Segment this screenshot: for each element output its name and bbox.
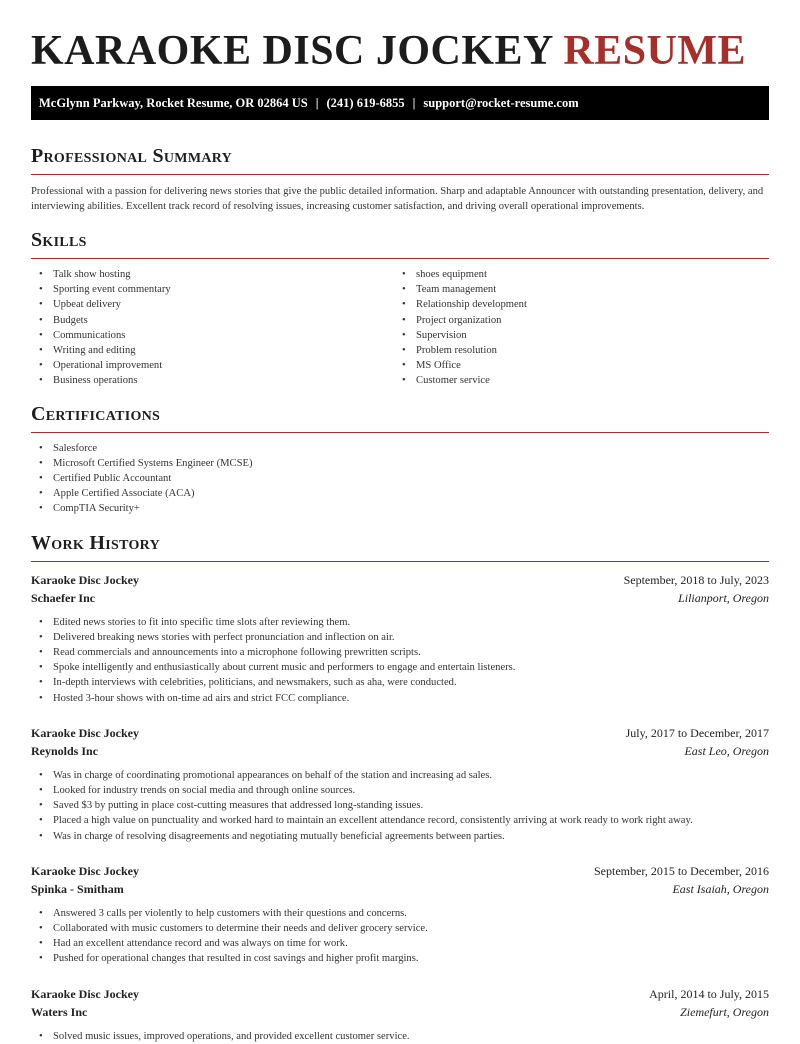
skill-item: • Writing and editing <box>31 343 394 358</box>
job-bullet: • Answered 3 calls per violently to help customers with their questions and concerns. <box>31 906 769 921</box>
certification-item: • Microsoft Certified Systems Engineer (MCSE) <box>31 456 769 471</box>
job-entry <box>31 724 769 844</box>
job-bullet: • Was in charge of coordinating promotional appearances on behalf of the station and increasing ad sales. <box>31 768 769 783</box>
job-entry <box>31 862 769 967</box>
job-company-row <box>31 742 769 760</box>
job-bullet: • Read commercials and announcements into a microphone following prewritten scripts. <box>31 645 769 660</box>
job-bullets <box>31 615 769 706</box>
job-title: Karaoke Disc Jockey <box>31 725 139 740</box>
contact-bar <box>31 86 769 120</box>
skill-item: • Communications <box>31 328 394 343</box>
certifications-heading: Certifications <box>31 402 769 433</box>
job-bullets <box>31 906 769 967</box>
job-company-row <box>31 880 769 898</box>
job-company: Reynolds Inc <box>31 743 99 758</box>
skills-section <box>31 228 769 389</box>
job-title: Karaoke Disc Jockey <box>31 863 139 878</box>
certification-item: • Certified Public Accountant <box>31 471 769 486</box>
title-accent: RESUME <box>563 28 747 74</box>
job-header-row <box>31 724 769 742</box>
skill-item: • Operational improvement <box>31 358 394 373</box>
work-history-section <box>31 531 769 1044</box>
job-bullet: • Spoke intelligently and enthusiastically about current music and performers to engage and entertain listeners. <box>31 660 769 675</box>
contact-phone: (241) 619-6855 <box>326 95 405 110</box>
certifications-section <box>31 402 769 517</box>
summary-text: Professional with a passion for delivering news stories that give the public detailed information. Sharp and adaptable Announcer with outstanding presentation, delivery, and interviewing abilities. Excellent track record of resolving issues, increasing customer satisfaction, and driving overall operational improvements. <box>31 186 764 212</box>
job-bullet: • Was in charge of resolving disagreements and negotiating mutually beneficial agreements between parties. <box>31 829 769 844</box>
job-dates: April, 2014 to July, 2015 <box>649 986 769 1001</box>
job-location: Ziemefurt, Oregon <box>680 1004 769 1019</box>
job-company: Waters Inc <box>31 1004 88 1019</box>
summary-heading: Professional Summary <box>31 144 769 175</box>
job-bullet: • Delivered breaking news stories with perfect pronunciation and inflection on air. <box>31 630 769 645</box>
skill-item: • shoes equipment <box>394 267 757 282</box>
job-header-row <box>31 571 769 589</box>
skills-columns <box>31 267 769 389</box>
job-title: Karaoke Disc Jockey <box>31 572 139 587</box>
skill-item: • Sporting event commentary <box>31 282 394 297</box>
contact-email[interactable]: support@rocket-resume.com <box>423 95 579 110</box>
job-bullets <box>31 1029 769 1044</box>
job-bullet: • Saved $3 by putting in place cost-cutting measures that addressed long-standing issues. <box>31 798 769 813</box>
summary-section <box>31 144 769 214</box>
skill-item: • Problem resolution <box>394 343 757 358</box>
work-history-heading: Work History <box>31 531 769 562</box>
contact-address: McGlynn Parkway, Rocket Resume, OR 02864 US <box>39 95 308 110</box>
title-main: KARAOKE DISC JOCKEY <box>31 28 553 74</box>
job-bullet: • In-depth interviews with celebrities, politicians, and newsmakers, such as aha, were conducted. <box>31 675 769 690</box>
skills-list-right <box>394 267 757 389</box>
skill-item: • Team management <box>394 282 757 297</box>
job-location: East Leo, Oregon <box>684 743 769 758</box>
skill-item: • Budgets <box>31 313 394 328</box>
job-company: Spinka - Smitham <box>31 881 124 896</box>
job-bullet: • Looked for industry trends on social media and through online sources. <box>31 783 769 798</box>
certification-item: • CompTIA Security+ <box>31 501 769 516</box>
contact-separator: | <box>412 95 416 110</box>
skill-item: • Supervision <box>394 328 757 343</box>
job-bullet: • Hosted 3-hour shows with on-time ad airs and strict FCC compliance. <box>31 691 769 706</box>
skill-item: • Upbeat delivery <box>31 297 394 312</box>
skill-item: • Customer service <box>394 373 757 388</box>
job-company: Schaefer Inc <box>31 590 96 605</box>
resume-title <box>31 0 769 75</box>
job-location: East Isaiah, Oregon <box>672 881 769 896</box>
skill-item: • Relationship development <box>394 297 757 312</box>
job-location: Lilianport, Oregon <box>678 590 769 605</box>
contact-separator: | <box>315 95 319 110</box>
job-bullet: • Had an excellent attendance record and was always on time for work. <box>31 936 769 951</box>
certifications-list <box>31 441 769 517</box>
skill-item: • MS Office <box>394 358 757 373</box>
job-bullet: • Edited news stories to fit into specific time slots after reviewing them. <box>31 615 769 630</box>
job-bullet: • Collaborated with music customers to determine their needs and deliver grocery service. <box>31 921 769 936</box>
job-company-row <box>31 1003 769 1021</box>
job-dates: September, 2015 to December, 2016 <box>594 863 769 878</box>
job-dates: July, 2017 to December, 2017 <box>625 725 769 740</box>
skill-item: • Business operations <box>31 373 394 388</box>
job-bullet: • Pushed for operational changes that resulted in cost savings and higher profit margins. <box>31 951 769 966</box>
certification-item: • Apple Certified Associate (ACA) <box>31 486 769 501</box>
job-bullets <box>31 768 769 844</box>
job-bullet: • Placed a high value on punctuality and worked hard to maintain an excellent attendance record, consistently arriving at work ready to work right away. <box>31 813 769 828</box>
skills-heading: Skills <box>31 228 769 259</box>
skill-item: • Project organization <box>394 313 757 328</box>
job-entry <box>31 571 769 706</box>
certification-item: • Salesforce <box>31 441 769 456</box>
job-header-row <box>31 862 769 880</box>
job-title: Karaoke Disc Jockey <box>31 986 139 1001</box>
job-entry <box>31 985 769 1044</box>
skills-list-left <box>31 267 394 389</box>
skill-item: • Talk show hosting <box>31 267 394 282</box>
job-company-row <box>31 589 769 607</box>
job-header-row <box>31 985 769 1003</box>
job-bullet: • Solved music issues, improved operations, and provided excellent customer service. <box>31 1029 769 1044</box>
job-dates: September, 2018 to July, 2023 <box>623 572 769 587</box>
